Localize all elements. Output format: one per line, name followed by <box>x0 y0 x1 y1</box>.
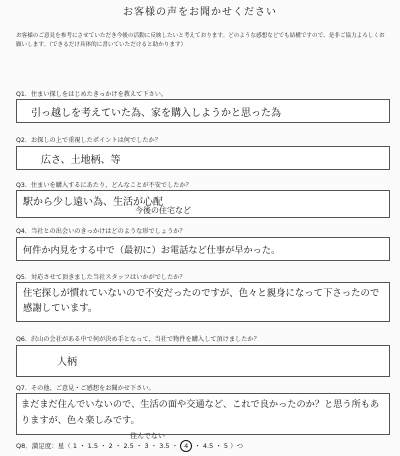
intro-text: お客様のご意見を参考にさせていただき今後の活動に反映したいと考えております。どのような感想などでも結構ですので、是非ご協力よろしくお願いします。（できるだけ具体的に書いていただけると助かります） <box>16 33 385 48</box>
q8-label: Q8．満足度：星（ <box>16 442 71 450</box>
question-3-answer-box <box>16 190 390 218</box>
question-4-answer: 何件か内見をする中で（最初に）お電話など仕事が早かった。 <box>23 245 281 256</box>
question-6-answer-box <box>16 345 390 377</box>
question-4-answer-box <box>16 237 390 261</box>
question-5-answer-box <box>16 282 390 322</box>
q8-option-1-5: 1.5 <box>87 442 98 450</box>
question-6-answer: 人柄 <box>57 357 77 368</box>
question-7-answer-box <box>16 393 390 435</box>
q8-option-2-5: 2.5 <box>123 442 134 450</box>
question-2-label: Q2．お探しの上で重視したポイントは何でしたか？ <box>16 137 161 144</box>
question-1-label: Q1．住まい探しをはじめたきっかけを教えて下さい。 <box>16 91 168 98</box>
question-3-answer-note: 今後の住宅など <box>135 206 191 215</box>
question-1-answer: 引っ越しを考えていた為、家を購入しようかと思った為 <box>31 108 281 119</box>
question-5-label: Q5．対応させて頂きました当社スタッフはいかがでしたか？ <box>16 274 186 281</box>
q8-selected-option: 4 <box>180 440 192 452</box>
question-3-label: Q3．住まいを購入するにあたり、どんなことが不安でしたか？ <box>16 182 192 189</box>
page-title: お客様の声をお聞かせください <box>123 7 277 18</box>
question-1-answer-box <box>16 99 390 123</box>
question-5-answer: 住宅探しが慣れていないので不安だったのですが、色々と親身になって下さったので感謝しています。 <box>23 288 380 314</box>
question-4-label: Q4．当社との出会いのきっかけはどのような形でしょうか？ <box>16 228 186 235</box>
question-7-label: Q7．その他、ご意見・ご感想をお聞かせ下さい。 <box>16 385 155 392</box>
question-6-label: Q6．沢山の会社がある中で何が決め手となって、当社で物件を購入して頂けましたか？ <box>16 336 260 343</box>
q8-handwritten-note: 住んでない <box>130 432 165 440</box>
question-7-answer: まだまだ住んでいないので、生活の面や交通など、これで良かったのか？と思う所もありますが、色々楽しみです。 <box>21 399 380 426</box>
question-3-answer: 駅から少し遠い為、生活が心配 <box>23 197 163 208</box>
q8-option-2: 2 <box>108 442 113 450</box>
q8-option-1: 1 <box>72 442 77 450</box>
q8-option-5: 5 <box>223 442 229 450</box>
question-2-answer: 広さ、土地柄、等 <box>41 155 121 166</box>
q8-option-4-5: 4.5 <box>202 442 214 450</box>
question-2-answer-box <box>16 146 390 170</box>
q8-rating-row: Q8．満足度：星（ 1 ・ 1.5 ・ 2 ・ 2.5 ・ 3 ・ 3.5 ・ 4 ・ 4.5 ・ 5 ）つ <box>16 442 244 450</box>
q8-option-3-5: 3.5 <box>159 442 170 450</box>
q8-option-3: 3 <box>144 442 149 450</box>
